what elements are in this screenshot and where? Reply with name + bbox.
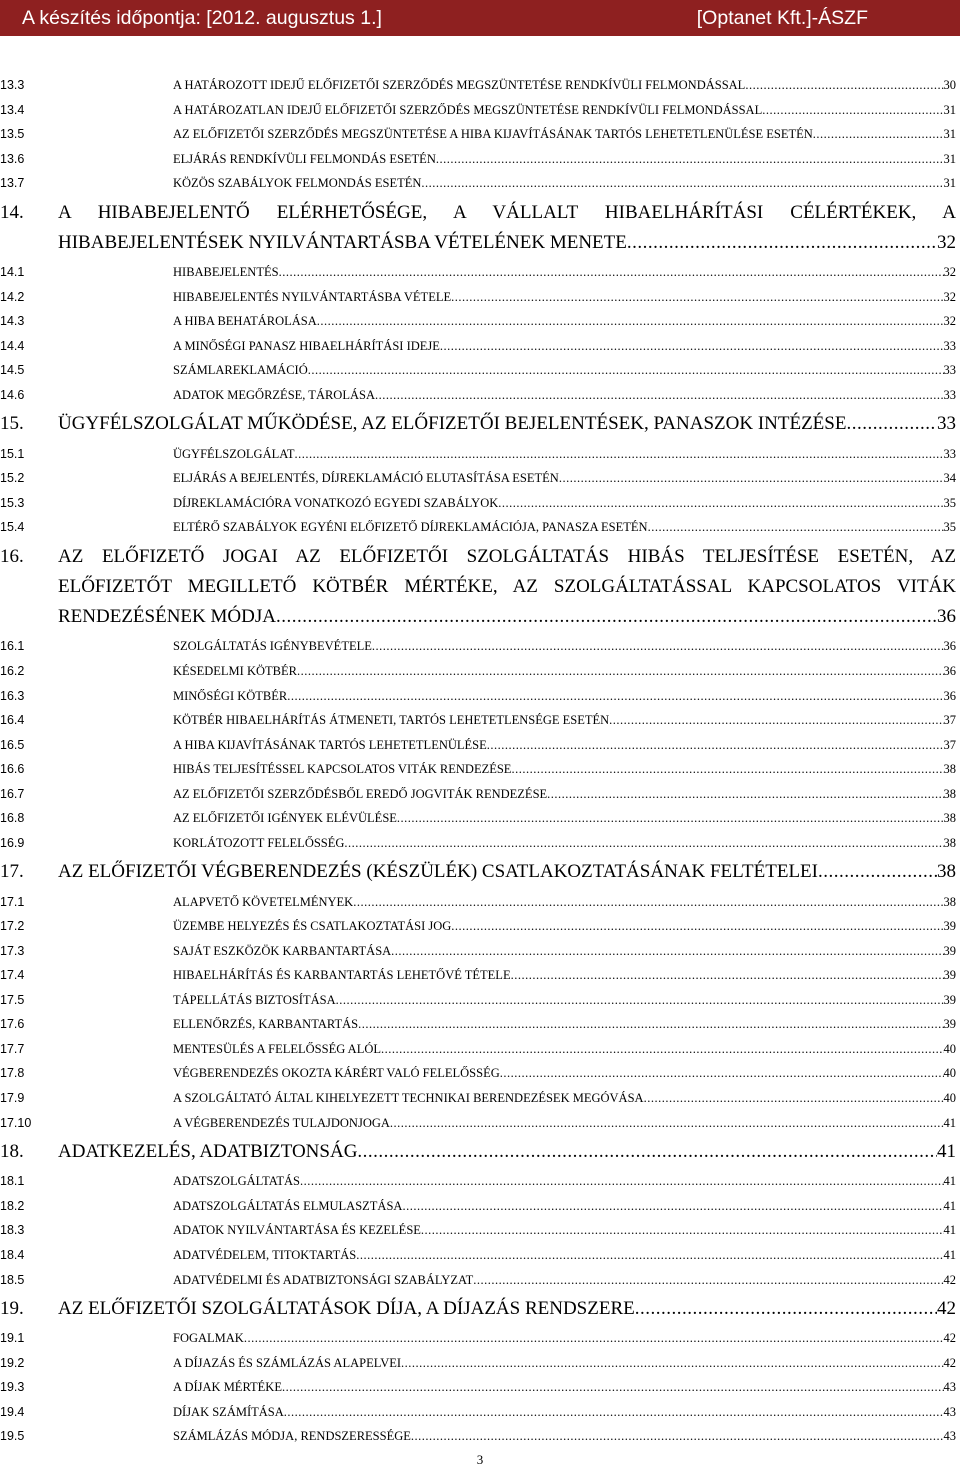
toc-title-text: ADATVÉDELMI ÉS ADATBIZTONSÁGI SZABÁLYZAT (173, 1272, 474, 1287)
toc-entry-number: 19.2 (0, 1355, 25, 1370)
toc-leader-dots (402, 1196, 943, 1216)
toc-page-number: 43 (943, 1429, 956, 1444)
toc-page-number: 36 (943, 639, 956, 654)
toc-entry-title (173, 311, 956, 331)
toc-leader-dots (344, 833, 943, 853)
toc-entry-number: 17.4 (0, 968, 25, 983)
toc-entry-title (173, 287, 956, 307)
toc-page-number: 33 (943, 446, 956, 461)
toc-title-text: HIBABEJELENTÉS (173, 265, 279, 280)
toc-entry-number: 18.5 (0, 1272, 25, 1287)
toc-title-line: ÜGYFÉLSZOLGÁLAT MŰKÖDÉSE, AZ ELŐFIZETŐI BEJELENTÉSEK, PANASZOK INTÉZÉSE (58, 413, 847, 435)
toc-page-number: 38 (943, 786, 956, 801)
toc-page-number: 33 (937, 413, 956, 435)
toc-leader-dots (498, 493, 943, 513)
toc-leader-dots (421, 173, 943, 193)
toc-entry-title (58, 1137, 956, 1167)
toc-entry-number: 17.5 (0, 992, 25, 1007)
toc-entry-title (173, 75, 956, 95)
toc-leader-dots (473, 1270, 943, 1290)
toc-page-number: 41 (943, 1247, 956, 1262)
toc-leader-dots (627, 228, 937, 258)
toc-leader-dots (295, 444, 944, 464)
toc-title-text: SZOLGÁLTATÁS IGÉNYBEVÉTELE (173, 639, 372, 654)
toc-title-text: ADATVÉDELEM, TITOKTARTÁS (173, 1247, 357, 1262)
toc-leader-dots (282, 1377, 944, 1397)
toc-leader-dots (559, 468, 944, 488)
toc-page-number: 34 (943, 471, 956, 486)
toc-leader-dots (244, 1328, 944, 1348)
toc-entry-number: 17.6 (0, 1017, 25, 1032)
toc-title-text: HIBAELHÁRÍTÁS ÉS KARBANTARTÁS LEHETŐVÉ TÉTELE (173, 968, 511, 983)
toc-page-number: 33 (943, 387, 956, 402)
toc-page-number: 33 (943, 338, 956, 353)
toc-leader-dots (648, 517, 944, 537)
toc-entry-number: 16.4 (0, 713, 25, 728)
toc-entry-title (173, 686, 956, 706)
toc-entry-number: 14.3 (0, 314, 25, 329)
toc-title-text: HIBÁS TELJESÍTÉSSEL KAPCSOLATOS VITÁK RENDEZÉSE (173, 762, 512, 777)
toc-leader-dots (397, 808, 944, 828)
page-number: 3 (476, 1452, 484, 1467)
toc-leader-dots (411, 1426, 944, 1446)
toc-entry-number: 14. (0, 201, 24, 223)
toc-entry-number: 17.3 (0, 943, 25, 958)
toc-title-text: SZÁMLAREKLAMÁCIÓ (173, 363, 308, 378)
toc-leader-dots (353, 892, 943, 912)
toc-entry-title (173, 1088, 956, 1108)
toc-entry-number: 15.2 (0, 471, 25, 486)
toc-title-text: MENTESÜLÉS A FELELŐSSÉG ALÓL (173, 1041, 381, 1056)
toc-leader-dots (279, 262, 944, 282)
toc-title-text: A HATÁROZOTT IDEJŰ ELŐFIZETŐI SZERZŐDÉS MEGSZÜNTETÉSE RENDKÍVÜLI FELMONDÁSSAL (173, 78, 746, 92)
toc-entry-title (173, 661, 956, 681)
toc-title-line: ELŐFIZETŐT MEGILLETŐ KÖTBÉR MÉRTÉKE, AZ SZOLGÁLTATÁSSAL KAPCSOLATOS VITÁK (58, 576, 956, 598)
toc-entry-number: 18.3 (0, 1223, 25, 1238)
toc-entry-title (173, 517, 956, 537)
toc-entry-number: 13.4 (0, 102, 25, 117)
toc-leader-dots (511, 965, 944, 985)
toc-entry-title (173, 833, 956, 853)
toc-title-text: ADATOK NYILVÁNTARTÁSA ÉS KEZELÉSE (173, 1223, 421, 1238)
toc-title-text: A HIBA KIJAVÍTÁSÁNAK TARTÓS LEHETETLENÜLÉSE (173, 737, 487, 752)
toc-entry-number: 19.1 (0, 1331, 25, 1346)
toc-entry-number: 19. (0, 1298, 24, 1320)
toc-leader-dots (813, 124, 944, 144)
toc-entry-number: 14.1 (0, 265, 25, 280)
toc-entry-title (173, 100, 956, 120)
toc-page-number: 30 (943, 78, 956, 92)
toc-leader-dots (487, 735, 944, 755)
toc-entry-title (173, 1063, 956, 1083)
toc-leader-dots (451, 916, 943, 936)
header-company: [Optanet Kft.]-ÁSZF (696, 6, 868, 29)
toc-entry-number: 16. (0, 545, 24, 567)
toc-title-text: TÁPELLÁTÁS BIZTOSÍTÁSA (173, 992, 336, 1007)
toc-page-number: 31 (943, 151, 956, 166)
toc-entry-title (173, 1270, 956, 1290)
toc-title-text: KÖTBÉR HIBAELHÁRÍTÁS ÁTMENETI, TARTÓS LEHETETLENSÉGE ESETÉN (173, 713, 610, 728)
page-header (0, 0, 960, 36)
toc-entry-title (173, 735, 956, 755)
toc-page-number: 38 (943, 811, 956, 826)
toc-title-text: A SZOLGÁLTATÓ ÁLTAL KIHELYEZETT TECHNIKAI BERENDEZÉSEK MEGÓVÁSA (173, 1091, 644, 1105)
toc-page-number: 32 (943, 314, 956, 329)
toc-title-text: ELJÁRÁS A BEJELENTÉS, DÍJREKLAMÁCIÓ ELUTASÍTÁSA ESETÉN (173, 471, 559, 486)
toc-page-number: 36 (943, 688, 956, 703)
toc-leader-dots (356, 1245, 943, 1265)
header-date: A készítés időpontja: [2012. augusztus 1.] (22, 6, 382, 29)
toc-entry-number: 17.2 (0, 919, 25, 934)
toc-entry-number: 13.7 (0, 176, 25, 191)
toc-page-number: 39 (943, 992, 956, 1007)
toc-entry-number: 18.1 (0, 1174, 25, 1189)
toc-entry-title (173, 636, 956, 656)
toc-page-number: 39 (943, 968, 956, 983)
toc-leader-dots (357, 1137, 937, 1167)
toc-entry-number: 16.5 (0, 737, 25, 752)
toc-leader-dots (276, 602, 937, 632)
toc-leader-dots (511, 759, 943, 779)
toc-entry-number: 17. (0, 861, 24, 883)
toc-entry-title (173, 1171, 956, 1191)
toc-title-text: A DÍJAK MÉRTÉKE (173, 1380, 282, 1395)
toc-title-text: DÍJREKLAMÁCIÓRA VONATKOZÓ EGYEDI SZABÁLYOK (173, 495, 499, 510)
toc-entry-title (173, 493, 956, 513)
toc-leader-dots (609, 710, 943, 730)
toc-entry-number: 16.6 (0, 762, 25, 777)
toc-title-text: ADATSZOLGÁLTATÁS ELMULASZTÁSA (173, 1198, 403, 1213)
toc-page-number: 33 (943, 363, 956, 378)
toc-entry-number: 19.4 (0, 1404, 25, 1419)
toc-entry-number: 18.2 (0, 1198, 25, 1213)
toc-title-text: ADATOK MEGŐRZÉSE, TÁROLÁSA (173, 387, 375, 402)
toc-title-text: AZ ELŐFIZETŐI IGÉNYEK ELÉVÜLÉSE (173, 811, 397, 826)
toc-leader-dots (818, 857, 937, 887)
toc-page-number: 42 (943, 1355, 956, 1370)
toc-page-number: 42 (937, 1298, 956, 1320)
toc-title-text: KÖZÖS SZABÁLYOK FELMONDÁS ESETÉN (173, 176, 422, 191)
toc-entry-title (173, 149, 956, 169)
toc-entry-number: 16.2 (0, 664, 25, 678)
toc-title-text: VÉGBERENDEZÉS OKOZTA KÁRÉRT VALÓ FELELŐSSÉG (173, 1066, 500, 1081)
toc-page-number: 35 (943, 495, 956, 510)
toc-page-number: 32 (943, 265, 956, 280)
toc-entry-number: 16.9 (0, 835, 25, 850)
toc-entry-number: 13.6 (0, 151, 25, 166)
toc-title-text: A HIBA BEHATÁROLÁSA (173, 314, 317, 329)
toc-entry-title (173, 1353, 956, 1373)
toc-page-number: 37 (943, 713, 956, 728)
toc-page-number: 41 (943, 1174, 956, 1189)
toc-page-number: 41 (943, 1115, 956, 1130)
toc-title-text: A MINŐSÉGI PANASZ HIBAELHÁRÍTÁSI IDEJE (173, 338, 440, 353)
toc-leader-dots (451, 287, 943, 307)
toc-entry-number: 17.9 (0, 1091, 25, 1105)
toc-entry-number: 17.1 (0, 894, 25, 909)
toc-entry-number: 18. (0, 1141, 24, 1163)
toc-title-text: AZ ELŐFIZETŐI SZERZŐDÉS MEGSZÜNTETÉSE A HIBA KIJAVÍTÁSÁNAK TARTÓS LEHETETLENÜLÉSE ESETÉN (173, 127, 813, 142)
toc-page-number: 40 (943, 1041, 956, 1056)
toc-leader-dots (297, 661, 944, 681)
toc-entry-title (173, 1014, 956, 1034)
toc-title-line: AZ ELŐFIZETŐ JOGAI AZ ELŐFIZETŐI SZOLGÁLTATÁS HIBÁS TELJESÍTÉSE ESETÉN, AZ (58, 545, 956, 567)
toc-title-text: DÍJAK SZÁMÍTÁSA (173, 1404, 284, 1419)
toc-entry-title (173, 1402, 956, 1422)
toc-entry-number: 16.7 (0, 786, 25, 801)
toc-page-number: 41 (943, 1223, 956, 1238)
toc-title-line: AZ ELŐFIZETŐI SZOLGÁLTATÁSOK DÍJA, A DÍJAZÁS RENDSZERE (58, 1298, 635, 1320)
toc-entry-number: 16.8 (0, 811, 25, 826)
toc-leader-dots (547, 784, 943, 804)
toc-leader-dots (436, 149, 944, 169)
toc-entry-title (173, 759, 956, 779)
toc-entry-number: 14.2 (0, 289, 25, 304)
toc-entry-title (58, 542, 956, 633)
toc-entry-title (173, 990, 956, 1010)
toc-entry-title (58, 409, 956, 439)
toc-leader-dots (745, 75, 943, 95)
toc-entry-number: 19.3 (0, 1380, 25, 1395)
toc-page-number: 41 (943, 1198, 956, 1213)
toc-leader-dots (381, 1039, 944, 1059)
toc-entry-title (173, 892, 956, 912)
toc-entry-title (173, 1377, 956, 1397)
toc-leader-dots (300, 1171, 943, 1191)
toc-title-text: SZÁMLÁZÁS MÓDJA, RENDSZERESSÉGE (173, 1429, 411, 1444)
toc-entry-title (173, 941, 956, 961)
toc-page-number: 37 (943, 737, 956, 752)
toc-title-text: ELTÉRŐ SZABÁLYOK EGYÉNI ELŐFIZETŐ DÍJREKLAMÁCIÓJA, PANASZA ESETÉN (173, 520, 648, 535)
toc-leader-dots (358, 1014, 943, 1034)
toc-entry-title (173, 124, 956, 144)
toc-entry-title (173, 916, 956, 936)
toc-entry-title (173, 965, 956, 985)
toc-page-number: 43 (943, 1380, 956, 1395)
toc-title-text: HIBABEJELENTÉS NYILVÁNTARTÁSBA VÉTELE (173, 289, 452, 304)
toc-title-text: FOGALMAK (173, 1331, 244, 1346)
toc-entry-title (58, 857, 956, 887)
toc-leader-dots (500, 1063, 944, 1083)
toc-entry-number: 14.5 (0, 363, 25, 378)
toc-leader-dots (390, 1113, 944, 1133)
toc-page-number: 38 (943, 762, 956, 777)
toc-leader-dots (372, 636, 944, 656)
toc-leader-dots (391, 941, 943, 961)
toc-leader-dots (336, 990, 944, 1010)
toc-entry-number: 16.3 (0, 688, 25, 703)
toc-leader-dots (401, 1353, 943, 1373)
toc-entry-number: 15. (0, 413, 24, 435)
toc-page-number: 36 (937, 606, 956, 628)
toc-page-number: 42 (943, 1331, 956, 1346)
toc-title-text: ELLENŐRZÉS, KARBANTARTÁS (173, 1017, 359, 1032)
toc-title-text: MINŐSÉGI KÖTBÉR (173, 688, 288, 703)
toc-leader-dots (317, 311, 944, 331)
toc-leader-dots (287, 686, 943, 706)
toc-leader-dots (308, 360, 944, 380)
toc-entry-title (173, 336, 956, 356)
toc-page-number: 35 (943, 520, 956, 535)
toc-page-number: 31 (943, 176, 956, 191)
toc-page-number: 39 (943, 1017, 956, 1032)
toc-entry-title (173, 1245, 956, 1265)
toc-title-line: A HIBABEJELENTŐ ELÉRHETŐSÉGE, A VÁLLALT HIBAELHÁRÍTÁSI CÉLÉRTÉKEK, A (58, 201, 956, 223)
toc-page-number: 40 (943, 1091, 956, 1105)
toc-page-number: 31 (943, 127, 956, 142)
toc-page-number: 42 (943, 1272, 956, 1287)
toc-entry-title (173, 1220, 956, 1240)
toc-title-text: ALAPVETŐ KÖVETELMÉNYEK (173, 894, 354, 909)
toc-title-text: ADATSZOLGÁLTATÁS (173, 1174, 301, 1189)
toc-leader-dots (421, 1220, 944, 1240)
toc-entry-title (173, 262, 956, 282)
toc-entry-title (173, 1113, 956, 1133)
toc-entry-title (173, 1426, 956, 1446)
toc-entry-number: 15.4 (0, 520, 25, 535)
toc-entry-title (173, 1039, 956, 1059)
toc-title-last-line (58, 602, 956, 632)
toc-entry-number: 17.10 (0, 1115, 32, 1130)
toc-entry-title (173, 710, 956, 730)
toc-page-number: 43 (943, 1404, 956, 1419)
toc-title-text: ELJÁRÁS RENDKÍVÜLI FELMONDÁS ESETÉN (173, 151, 436, 166)
toc-title-text: SAJÁT ESZKÖZÖK KARBANTARTÁSA (173, 943, 392, 958)
toc-title-text: KÉSEDELMI KÖTBÉR (173, 664, 297, 678)
toc-page-number: 38 (943, 835, 956, 850)
toc-entry-title (173, 360, 956, 380)
toc-entry-number: 15.1 (0, 446, 25, 461)
toc-leader-dots (644, 1088, 944, 1108)
toc-leader-dots (375, 385, 944, 405)
toc-entry-title (173, 173, 956, 193)
toc-title-line: HIBABEJELENTÉSEK NYILVÁNTARTÁSBA VÉTELÉNEK MENETE (58, 231, 627, 253)
toc-page-number: 40 (943, 1066, 956, 1081)
toc-page-number: 38 (937, 861, 956, 883)
toc-entry-number: 13.5 (0, 127, 25, 142)
toc-entry-title (58, 1294, 956, 1324)
toc-entry-title (173, 1328, 956, 1348)
toc-entry-title (173, 385, 956, 405)
toc-title-line: RENDEZÉSÉNEK MÓDJA (58, 606, 276, 628)
toc-page-number: 39 (943, 919, 956, 934)
toc-entry-number: 14.4 (0, 338, 25, 353)
toc-entry-title (173, 444, 956, 464)
toc-leader-dots (762, 100, 943, 120)
toc-leader-dots (284, 1402, 944, 1422)
toc-title-last-line (58, 228, 956, 258)
toc-entry-number: 15.3 (0, 495, 25, 510)
toc-title-text: A HATÁROZATLAN IDEJŰ ELŐFIZETŐI SZERZŐDÉS MEGSZÜNTETÉSE RENDKÍVÜLI FELMONDÁSSAL (173, 102, 763, 117)
toc-entry-number: 18.4 (0, 1247, 25, 1262)
toc-entry-number: 19.5 (0, 1429, 25, 1444)
toc-title-text: A DÍJAZÁS ÉS SZÁMLÁZÁS ALAPELVEI (173, 1355, 402, 1370)
toc-entry-number: 17.7 (0, 1041, 25, 1056)
toc-title-text: A VÉGBERENDEZÉS TULAJDONJOGA (173, 1115, 390, 1130)
toc-leader-dots (635, 1294, 937, 1324)
toc-leader-dots (440, 336, 944, 356)
toc-title-text: ÜZEMBE HELYEZÉS ÉS CSATLAKOZTATÁSI JOG (173, 919, 452, 934)
toc-title-text: KORLÁTOZOTT FELELŐSSÉG (173, 835, 345, 850)
toc-entry-title (173, 808, 956, 828)
toc-leader-dots (846, 409, 937, 439)
toc-page-number: 36 (943, 664, 956, 678)
toc-entry-number: 14.6 (0, 387, 25, 402)
toc-page-number: 38 (943, 894, 956, 909)
toc-page-number: 41 (937, 1141, 956, 1163)
toc-title-line: ADATKEZELÉS, ADATBIZTONSÁG (58, 1141, 358, 1163)
toc-entry-title (173, 468, 956, 488)
toc-entry-title (173, 784, 956, 804)
toc-page-number: 31 (943, 102, 956, 117)
toc-title-line: AZ ELŐFIZETŐI VÉGBERENDEZÉS (KÉSZÜLÉK) CSATLAKOZTATÁSÁNAK FELTÉTELEI (58, 861, 818, 883)
toc-entry-number: 16.1 (0, 639, 25, 654)
toc-entry-title (173, 1196, 956, 1216)
toc-page-number: 32 (937, 231, 956, 253)
toc-entry-number: 17.8 (0, 1066, 25, 1081)
toc-entry-title (58, 198, 956, 258)
toc-entry-number: 13.3 (0, 78, 25, 92)
toc-page-number: 39 (943, 943, 956, 958)
toc-page-number: 32 (943, 289, 956, 304)
toc-title-text: AZ ELŐFIZETŐI SZERZŐDÉSBŐL EREDŐ JOGVITÁK RENDEZÉSE (173, 786, 548, 801)
toc-title-text: ÜGYFÉLSZOLGÁLAT (173, 446, 295, 461)
